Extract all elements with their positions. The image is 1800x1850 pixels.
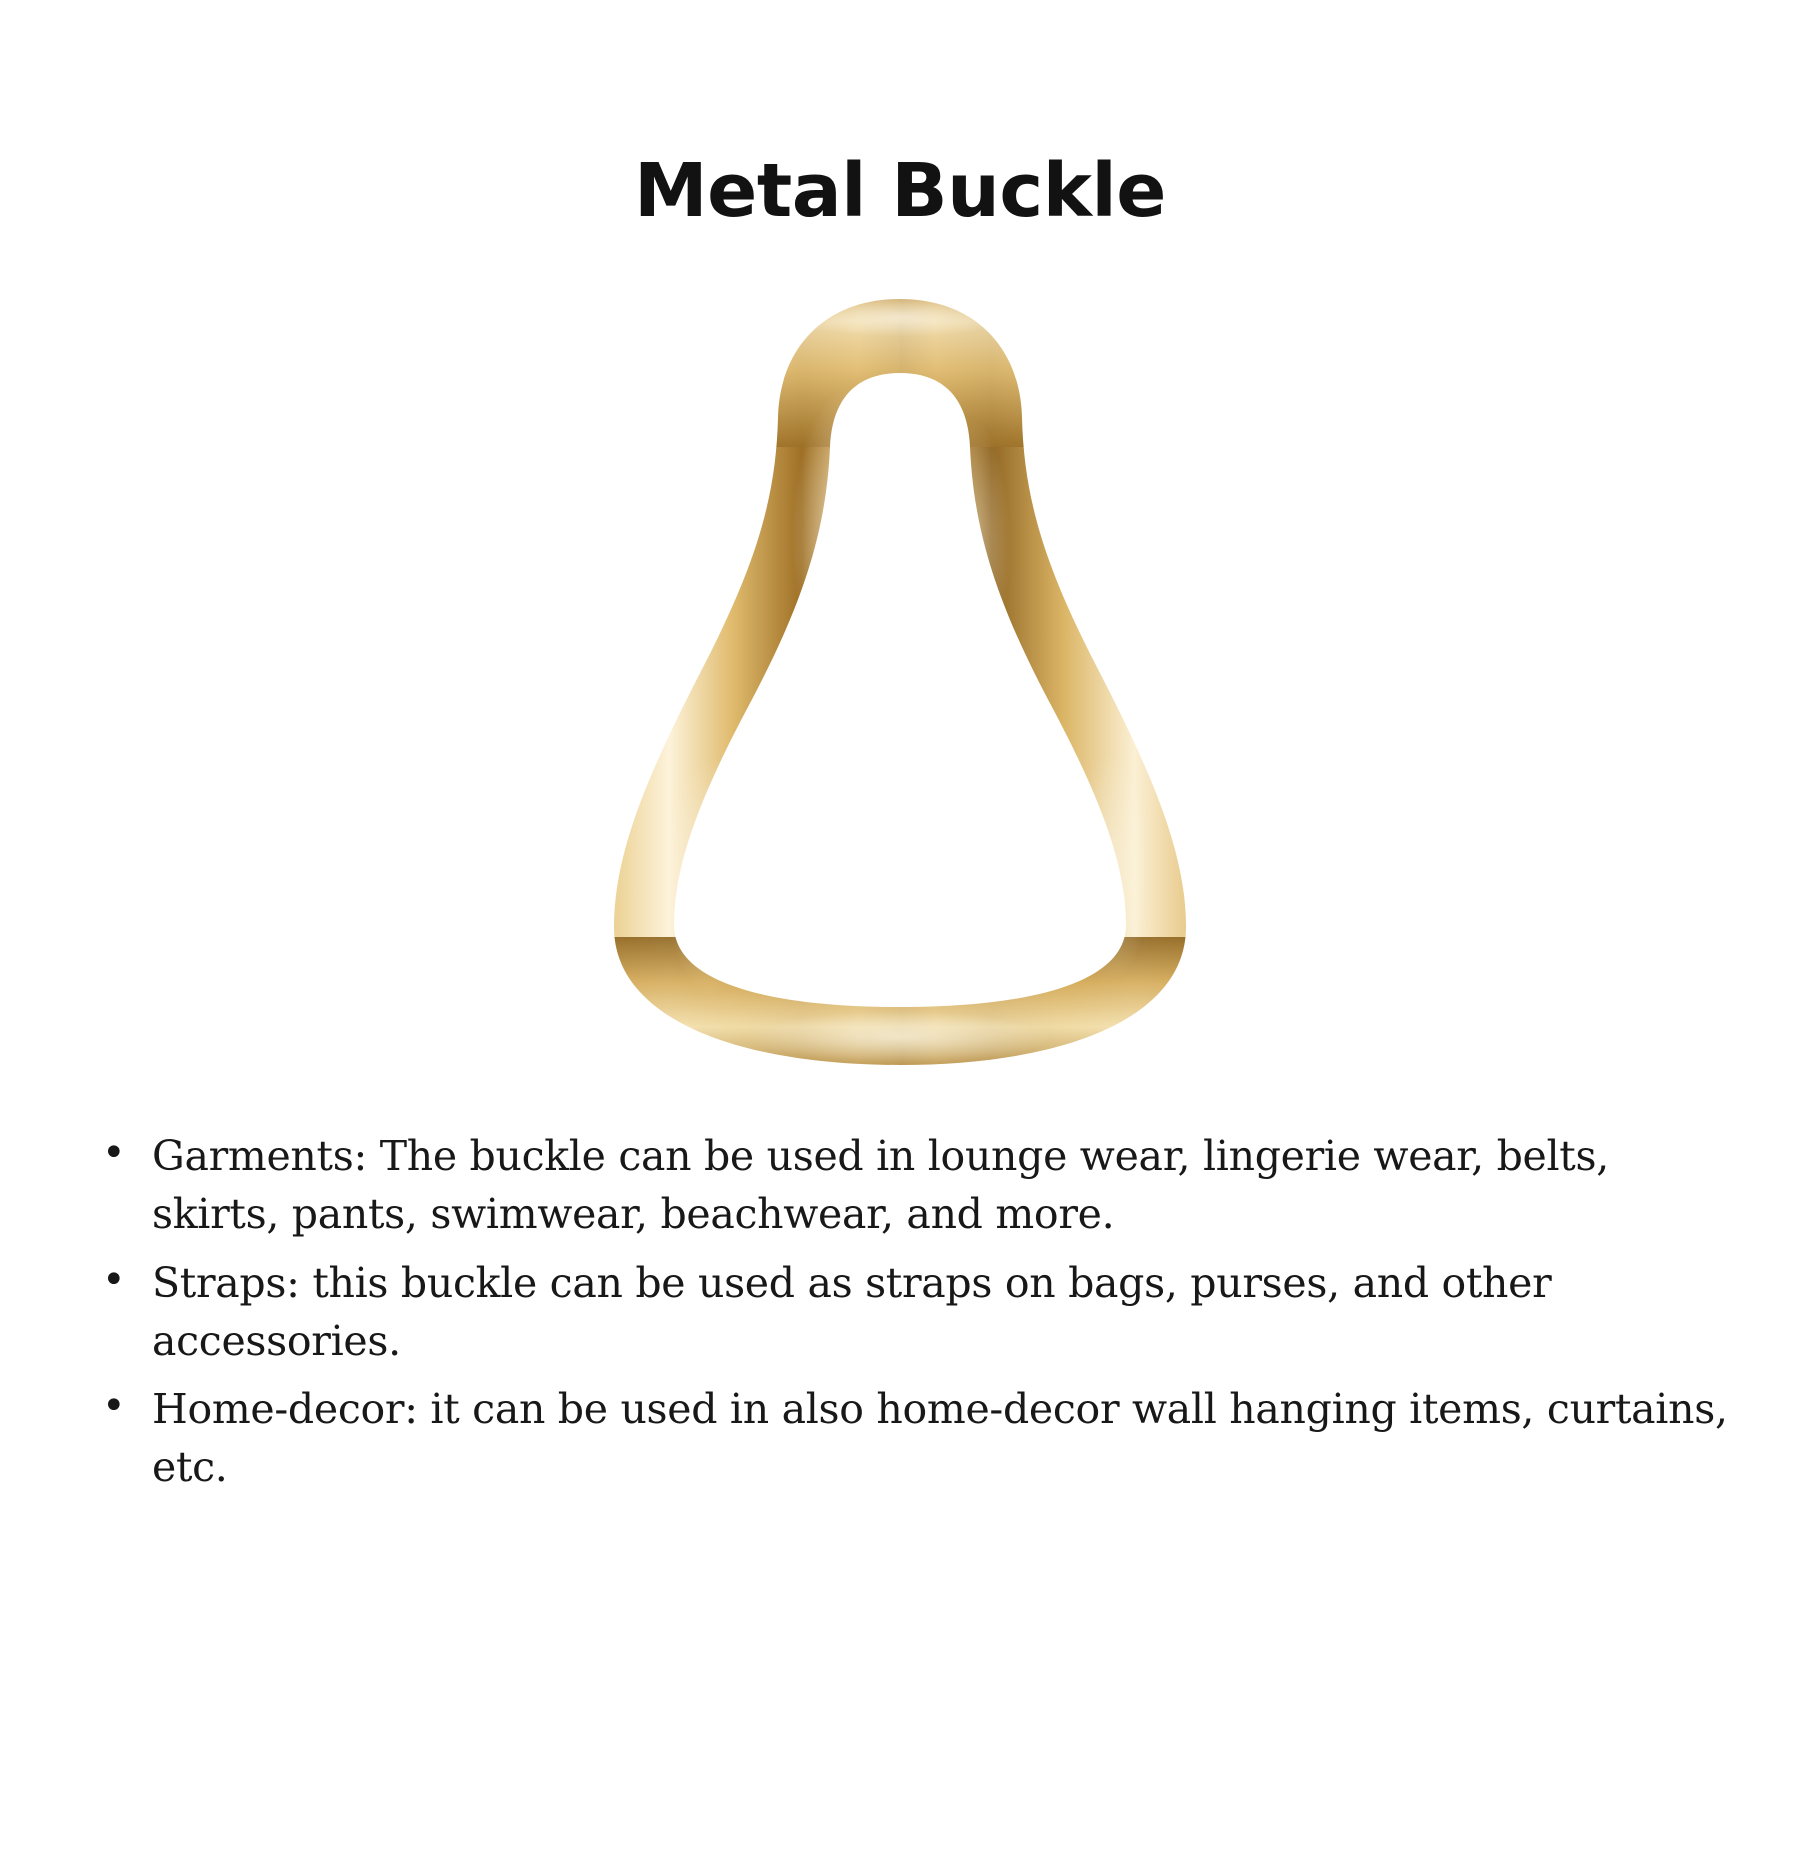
metal-buckle-ring-photo [550, 277, 1250, 1087]
feature-list [0, 1127, 1800, 1496]
list-item: • Home-decor: it can be used in also home-decor wall hanging items, curtains, etc. [96, 1380, 1740, 1496]
list-item: • Garments: The buckle can be used in lounge wear, lingerie wear, belts, skirts, pants, swimwear, beachwear, and more. [96, 1127, 1740, 1243]
product-image-container [0, 277, 1800, 1087]
page-title: Metal Buckle [634, 147, 1166, 234]
list-item: • Straps: this buckle can be used as straps on bags, purses, and other accessories. [96, 1254, 1740, 1370]
product-info-page [0, 50, 1800, 1850]
